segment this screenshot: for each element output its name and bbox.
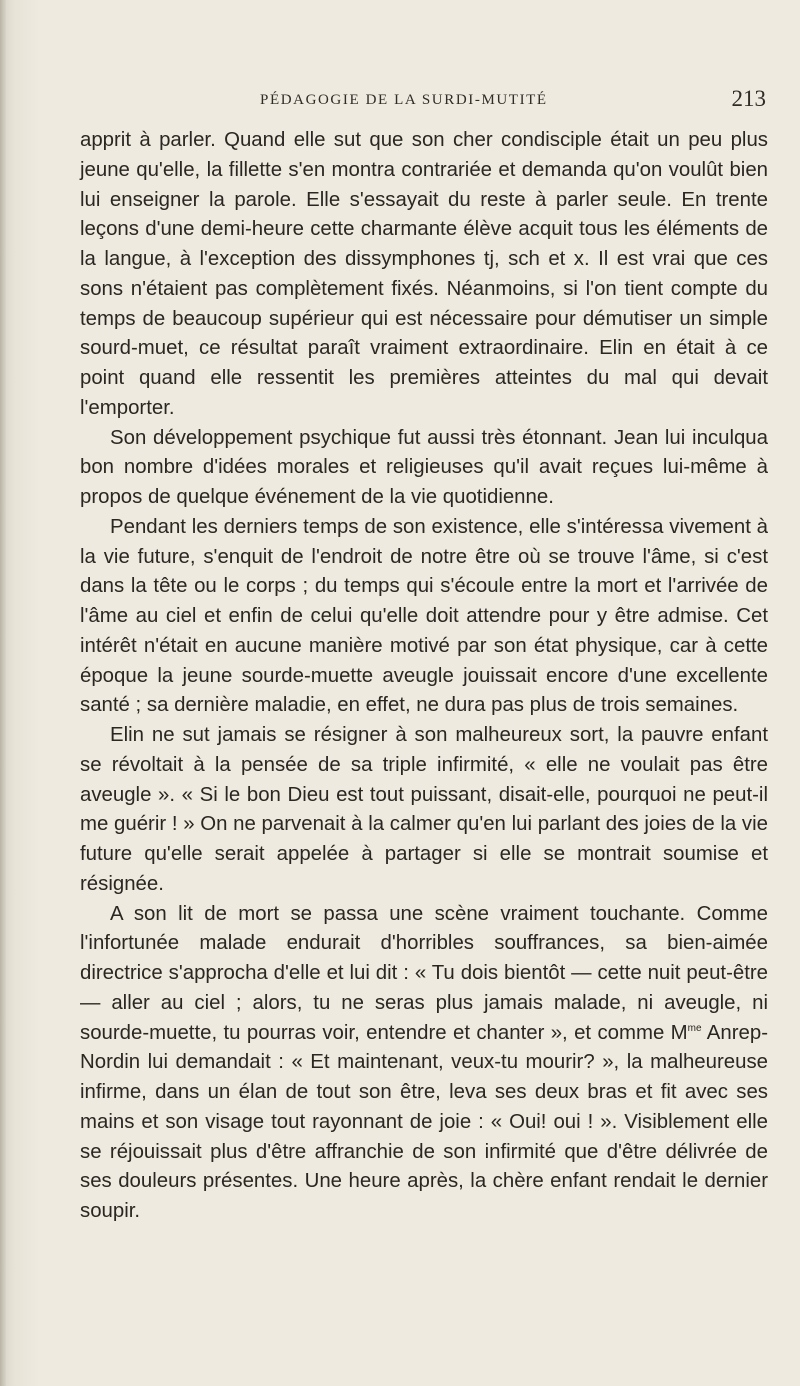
- paragraph-2: Son développement psychique fut aussi très étonnant. Jean lui inculqua bon nombre d'idées morales et religieuses qu'il avait reçues lui-même à propos de quelque événement de la vie quotidienne.: [80, 426, 768, 508]
- paragraph-5: [80, 900, 768, 1227]
- paragraph-5-part-1: A son lit de mort se passa une scène vraiment touchante. Comme l'infortunée malade endurait d'horribles souffrances, sa bien-aimée directrice s'approcha d'elle et lui dit : « Tu dois bientôt — cette nuit peut-être — aller au ciel ; alors, tu ne seras plus jamais malade, ni aveugle, ni sourde-muette, tu pourras voir, entendre et chanter », et comme M: [80, 902, 768, 1044]
- paragraph-3: Pendant les derniers temps de son existence, elle s'intéressa vivement à la vie future, s'enquit de l'endroit de notre être où se trouve l'âme, si c'est dans la tête ou le corps ; du temps qui s'écoule entre la mort et l'arrivée de l'âme au ciel et enfin de celui qu'elle doit attendre pour y être admise. Cet intérêt n'était en aucune manière motivé par son état physique, car à cette époque la jeune sourde-muette aveugle jouissait encore d'une excellente santé ; sa dernière maladie, en effet, ne dura pas plus de trois semaines.: [80, 515, 768, 717]
- paragraph-1: apprit à parler. Quand elle sut que son cher condisciple était un peu plus jeune qu'elle, la fillette s'en montra contrariée et demanda qu'on voulût bien lui enseigner la parole. Elle s'essayait du reste à parler seule. En trente leçons d'une demi-heure cette charmante élève acquit tous les éléments de la langue, à l'exception des dissymphones tj, sch et x. Il est vrai que ces sons n'étaient pas complètement fixés. Néanmoins, si l'on tient compte du temps de beaucoup supérieur qui est nécessaire pour démutiser un simple sourd-muet, ce résultat paraît vraiment extraordinaire. Elin en était à ce point quand elle ressentit les premières atteintes du mal qui devait l'emporter.: [80, 129, 768, 419]
- page-header: [80, 86, 766, 116]
- paragraph-4: Elin ne sut jamais se résigner à son malheureux sort, la pauvre enfant se révoltait à la pensée de sa triple infirmité, « elle ne voulait pas être aveugle ». « Si le bon Dieu est tout puissant, disait-elle, pourquoi ne peut-il me guérir ! » On ne parvenait à la calmer qu'en lui parlant des joies de la vie future qu'elle serait appelée à partager si elle se montrait soumise et résignée.: [80, 724, 768, 895]
- body-text: [80, 126, 768, 1227]
- page-number: 213: [731, 86, 766, 111]
- page-binding-edge: [0, 0, 6, 1386]
- paragraph-5-part-2: Anrep-Nordin lui demandait : « Et maintenant, veux-tu mourir? », la malheureuse infirme, dans un élan de tout son être, leva ses deux bras et fit avec ses mains et son visage tout rayonnant de joie : « Oui! oui ! ». Visiblement elle se réjouissait plus d'être affranchie de son infirmité que d'être délivrée de ses douleurs présentes. Une heure après, la chère enfant rendait le dernier soupir.: [80, 1021, 768, 1222]
- title-superscript: me: [687, 1022, 702, 1034]
- running-title: PÉDAGOGIE DE LA SURDI-MUTITÉ: [260, 92, 548, 108]
